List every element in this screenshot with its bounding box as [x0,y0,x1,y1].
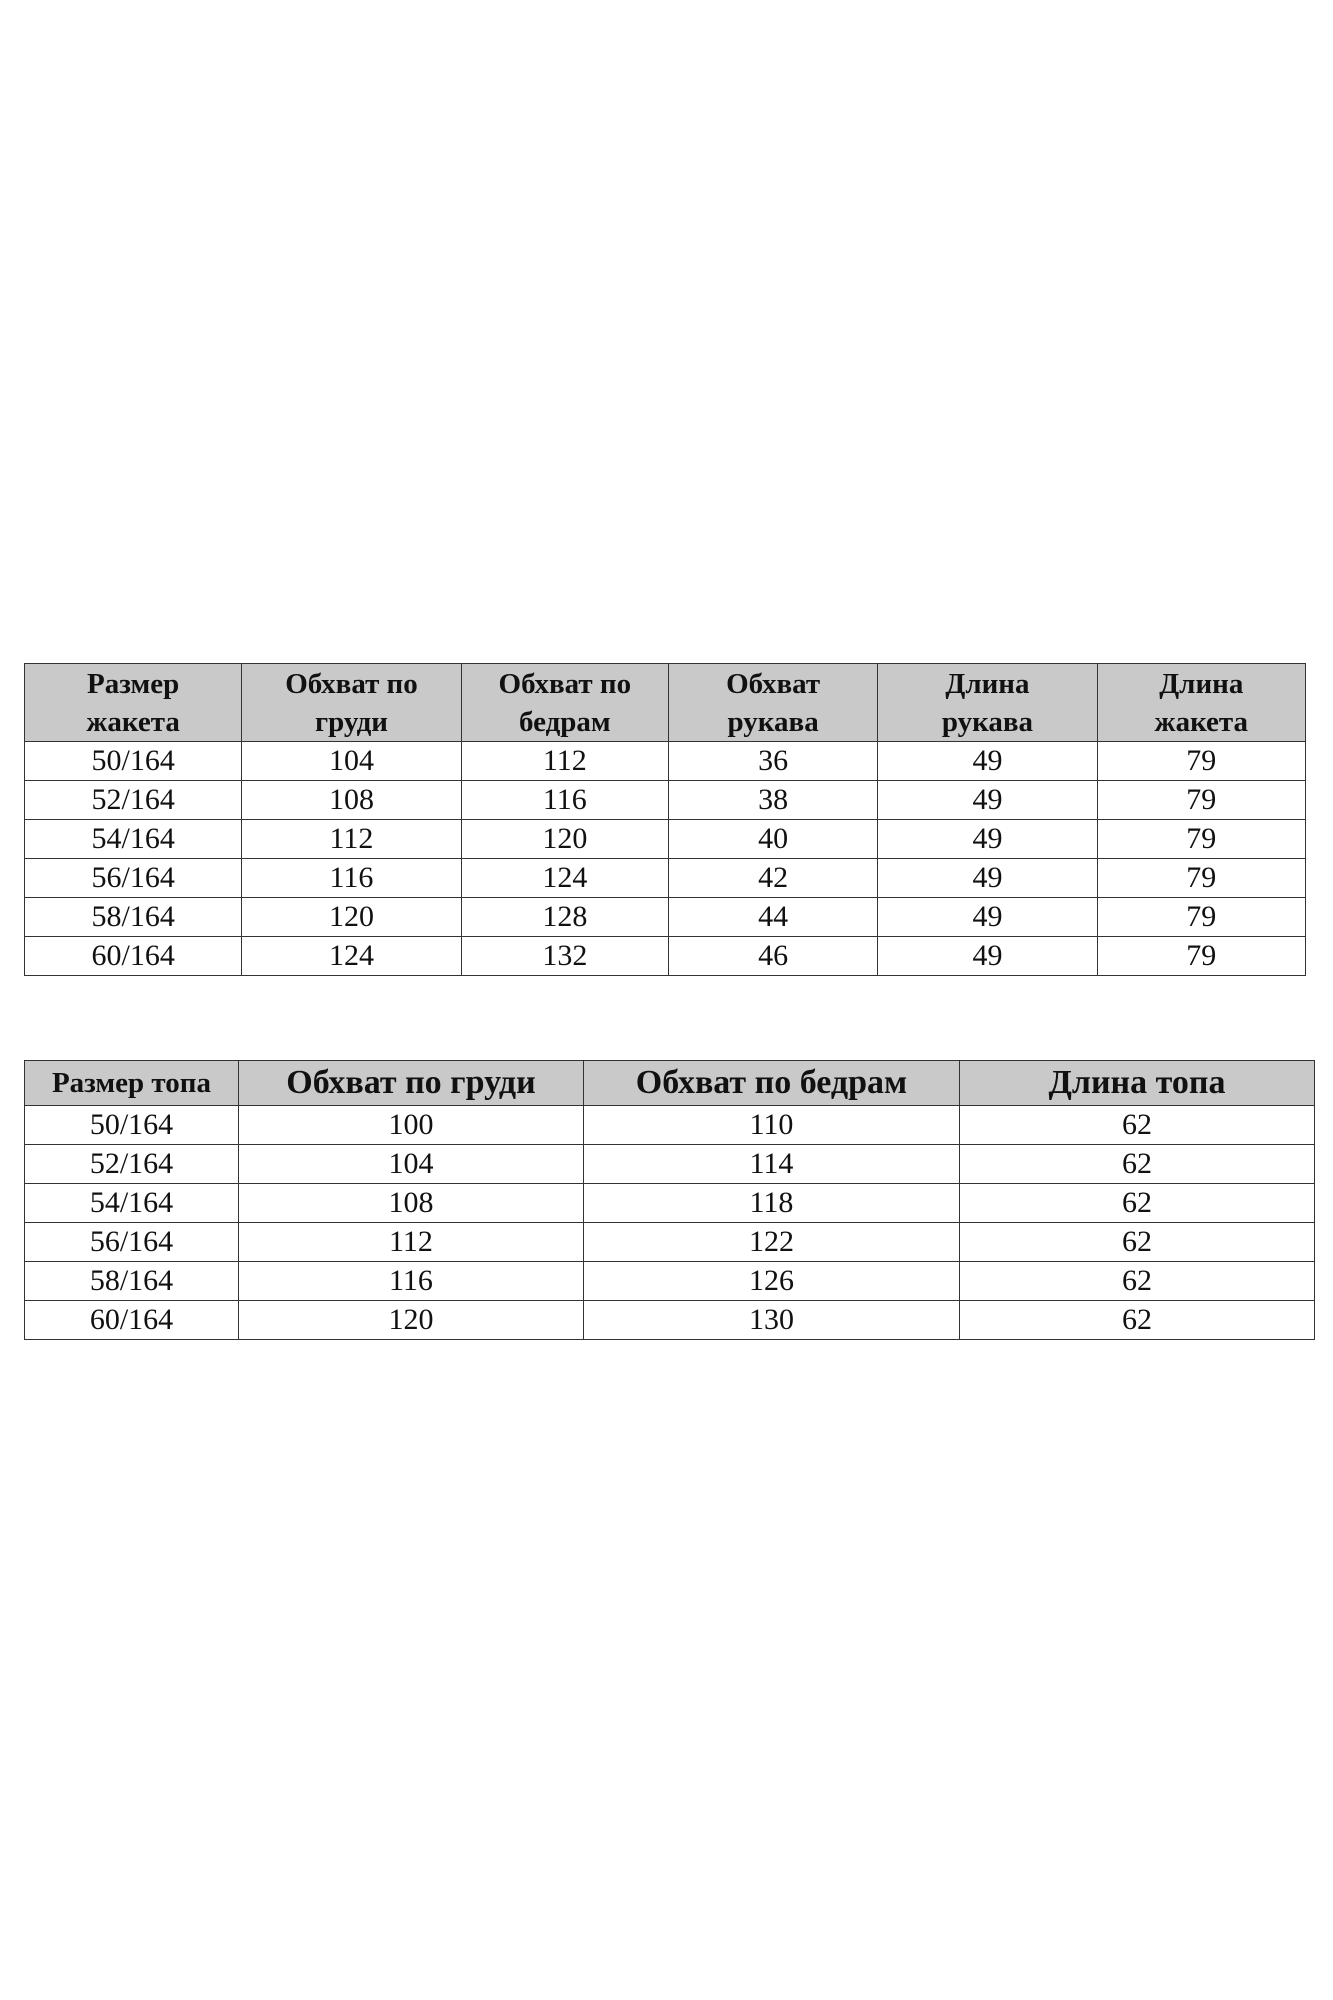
hips-cell: 124 [461,859,668,898]
size-cell: 50/164 [25,742,242,781]
sleeve-girth-cell: 40 [668,820,877,859]
jacket-length-cell: 79 [1097,742,1305,781]
table-row [25,781,1306,820]
sleeve-length-cell: 49 [878,820,1097,859]
hips-cell: 126 [584,1262,960,1301]
jacket-length-cell: 79 [1097,859,1305,898]
size-cell: 58/164 [25,1262,239,1301]
table-row [25,1184,1315,1223]
sleeve-girth-cell: 46 [668,937,877,976]
table-row [25,937,1306,976]
jacket-header-sleeve-girth: Обхват рукава [668,664,877,742]
table-row [25,1262,1315,1301]
size-cell: 54/164 [25,1184,239,1223]
chest-cell: 112 [239,1223,584,1262]
table-row [25,859,1306,898]
jacket-length-cell: 79 [1097,898,1305,937]
top-size-table [24,1060,1315,1340]
jacket-header-jacket-length: Длина жакета [1097,664,1305,742]
size-cell: 58/164 [25,898,242,937]
jacket-header-chest: Обхват по груди [242,664,461,742]
jacket-size-table [24,663,1306,976]
sleeve-length-cell: 49 [878,781,1097,820]
size-cell: 52/164 [25,781,242,820]
size-cell: 54/164 [25,820,242,859]
chest-cell: 104 [242,742,461,781]
sleeve-girth-cell: 38 [668,781,877,820]
hips-cell: 130 [584,1301,960,1340]
size-cell: 60/164 [25,937,242,976]
size-cell: 52/164 [25,1145,239,1184]
jacket-header-hips: Обхват по бедрам [461,664,668,742]
chest-cell: 120 [239,1301,584,1340]
top-length-cell: 62 [960,1262,1315,1301]
table-row [25,742,1306,781]
top-header-hips: Обхват по бедрам [584,1061,960,1106]
table-row [25,1106,1315,1145]
table-row [25,898,1306,937]
size-cell: 56/164 [25,859,242,898]
chest-cell: 124 [242,937,461,976]
sleeve-length-cell: 49 [878,742,1097,781]
table-row [25,1223,1315,1262]
hips-cell: 114 [584,1145,960,1184]
hips-cell: 112 [461,742,668,781]
chest-cell: 112 [242,820,461,859]
top-header-length: Длина топа [960,1061,1315,1106]
top-header-size: Размер топа [25,1061,239,1106]
hips-cell: 110 [584,1106,960,1145]
top-length-cell: 62 [960,1301,1315,1340]
top-header-chest: Обхват по груди [239,1061,584,1106]
sleeve-length-cell: 49 [878,898,1097,937]
sleeve-length-cell: 49 [878,859,1097,898]
chest-cell: 116 [242,859,461,898]
jacket-length-cell: 79 [1097,820,1305,859]
chest-cell: 116 [239,1262,584,1301]
hips-cell: 116 [461,781,668,820]
table-row [25,1301,1315,1340]
sleeve-girth-cell: 36 [668,742,877,781]
jacket-length-cell: 79 [1097,937,1305,976]
hips-cell: 132 [461,937,668,976]
size-cell: 60/164 [25,1301,239,1340]
jacket-header-sleeve-length: Длина рукава [878,664,1097,742]
top-length-cell: 62 [960,1145,1315,1184]
hips-cell: 122 [584,1223,960,1262]
chest-cell: 100 [239,1106,584,1145]
sleeve-length-cell: 49 [878,937,1097,976]
top-length-cell: 62 [960,1223,1315,1262]
top-header-row [25,1061,1315,1106]
chest-cell: 108 [239,1184,584,1223]
top-length-cell: 62 [960,1106,1315,1145]
chest-cell: 104 [239,1145,584,1184]
table-row [25,820,1306,859]
hips-cell: 118 [584,1184,960,1223]
hips-cell: 120 [461,820,668,859]
sleeve-girth-cell: 42 [668,859,877,898]
jacket-header-size: Размер жакета [25,664,242,742]
table-row [25,1145,1315,1184]
size-cell: 56/164 [25,1223,239,1262]
jacket-header-row [25,664,1306,742]
sleeve-girth-cell: 44 [668,898,877,937]
top-length-cell: 62 [960,1184,1315,1223]
size-cell: 50/164 [25,1106,239,1145]
hips-cell: 128 [461,898,668,937]
jacket-length-cell: 79 [1097,781,1305,820]
chest-cell: 108 [242,781,461,820]
chest-cell: 120 [242,898,461,937]
